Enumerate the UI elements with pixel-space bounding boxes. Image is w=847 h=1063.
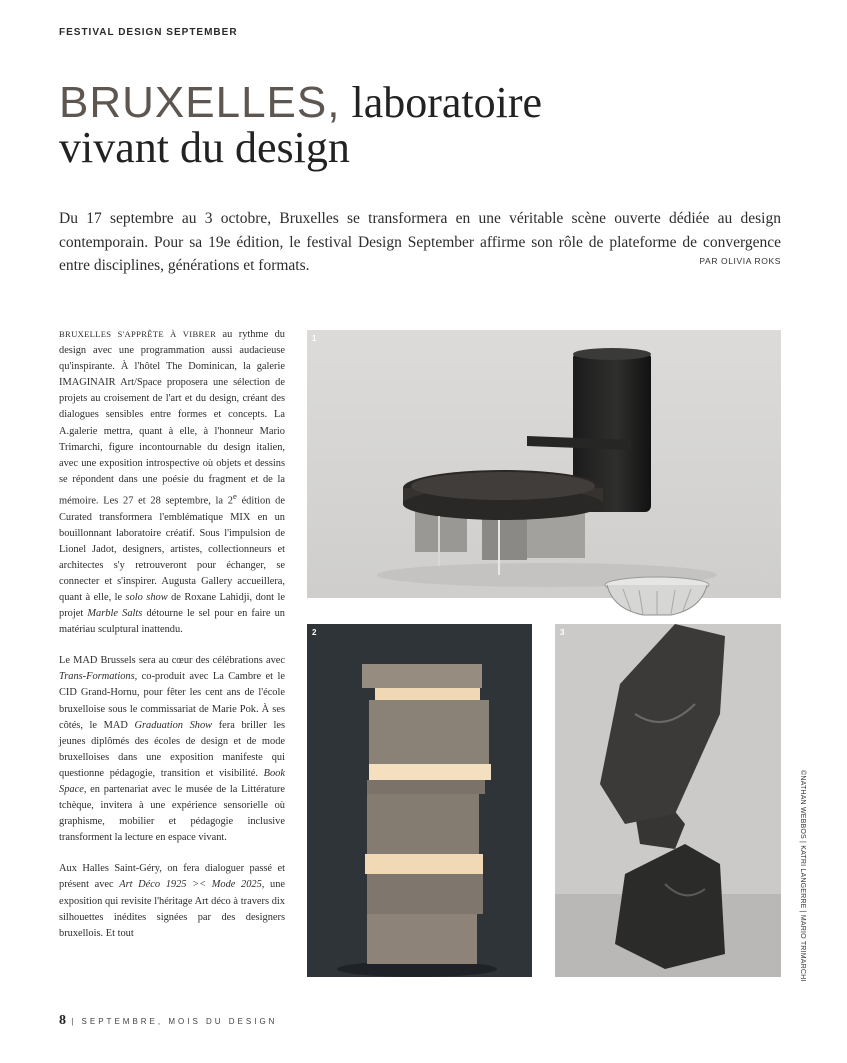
byline: PAR OLIVIA ROKS xyxy=(699,256,781,266)
footer-separator: | xyxy=(71,1017,77,1026)
body-column xyxy=(59,326,285,957)
lamp-illustration xyxy=(307,624,532,977)
text-run: au rythme du design avec une programmation aussi audacieuse qu'inspirante. À l'hôtel The Dominican, la galerie IMAGINAIR Art/Space proposera une sélection de projets au croisement de l'art et du design, créant des dialogues sensibles entre formes et concepts. La A.galerie mettra, quant à elle, à l'honneur Mario Trimarchi, figure incontournable du design italien, avec une exposition introspective où objets et dessins se répondent dans une poésie du fragment et de la mémoire. Les 27 et 28 septembre, la 2 xyxy=(59,329,285,507)
photo-number: 2 xyxy=(312,628,317,637)
body-paragraph-1 xyxy=(59,326,285,638)
text-run: de Roxane Lahidji, dont le projet xyxy=(59,591,285,620)
intro-paragraph: Du 17 septembre au 3 octobre, Bruxelles se transformera en une véritable scène ouverte dédiée au design contemporain. Pour sa 19e édition, le festival Design September affirme son rôle de plateforme de convergence entre disciplines, générations et formats. xyxy=(59,210,781,274)
glass-bowl-illustration xyxy=(603,575,711,621)
photo-credit: ©NATHAN WEBBOS | KATRI LANGERRE | MARIO TRIMARCHI xyxy=(799,770,806,982)
text-run: Le MAD Brussels sera au cœur des célébrations avec xyxy=(59,655,285,667)
photo-stones xyxy=(555,624,781,977)
text-italic: Book Space xyxy=(59,767,285,795)
section-kicker: FESTIVAL DESIGN SEPTEMBER xyxy=(59,27,238,38)
stones-illustration xyxy=(555,624,781,977)
article-title xyxy=(59,80,542,170)
furniture-illustration xyxy=(307,330,781,598)
title-accent: BRUXELLES, xyxy=(59,78,341,127)
title-line2: vivant du design xyxy=(59,123,350,172)
body-paragraph-3 xyxy=(59,861,285,941)
page-footer xyxy=(59,1013,277,1029)
page-number: 8 xyxy=(59,1013,66,1028)
photo-furniture xyxy=(307,330,781,598)
text-run: Aux Halles Saint-Géry, on fera dialoguer passé et présent avec xyxy=(59,863,285,891)
text-sup: e xyxy=(232,490,237,501)
text-run: , une exposition qui revisite l'héritage Art déco à travers dix silhouettes inédites signées par des designers bruxellois. Et tout xyxy=(59,879,285,939)
text-italic: Graduation Show xyxy=(134,719,213,731)
text-run: , en partenariat avec le musée de la Littérature tchèque, invitera à une expérience sensorielle où graphisme, mobilier et pédagogie inclusive transforment la lecture en espace vivant. xyxy=(59,784,285,844)
text-run: , co-produit avec La Cambre et le CID Grand-Hornu, pour fêter les cent ans de l'école bruxelloise sous le commissariat de Marie Pok. À ses côtés, le MAD xyxy=(59,671,285,731)
text-run: fera briller les jeunes diplômés des écoles de design et de mode bruxelloises dans une exposition manifeste qui questionne pédagogie, transition et visibilité. xyxy=(59,719,285,779)
text-italic: Marble Salts xyxy=(87,608,143,620)
footer-label: SEPTEMBRE, MOIS DU DESIGN xyxy=(81,1017,278,1026)
text-run: édition de Curated transformera l'emblématique MIX en un bouillonnant laboratoire créatif. Sous l'impulsion de Lionel Jadot, designers, artistes, collectionneurs et architectes s'y retrouveront pour échanger, se connecter et s'inspirer. Augusta Gallery accueillera, quant à elle, le xyxy=(59,495,285,603)
body-paragraph-2 xyxy=(59,653,285,846)
lead-in: BRUXELLES S'APPRÊTE À VIBRER xyxy=(59,329,217,339)
photo-lamp xyxy=(307,624,532,977)
photo-number: 1 xyxy=(312,334,317,343)
text-italic: Trans-Formations xyxy=(59,671,135,683)
photo-number: 3 xyxy=(560,628,565,637)
text-italic: Art Déco 1925 >< Mode 2025 xyxy=(119,879,262,891)
text-run: détourne le sel pour en faire un matériau sculptural inattendu. xyxy=(59,608,285,636)
title-line1-rest: laboratoire xyxy=(340,78,543,127)
text-italic: solo show xyxy=(125,591,168,603)
